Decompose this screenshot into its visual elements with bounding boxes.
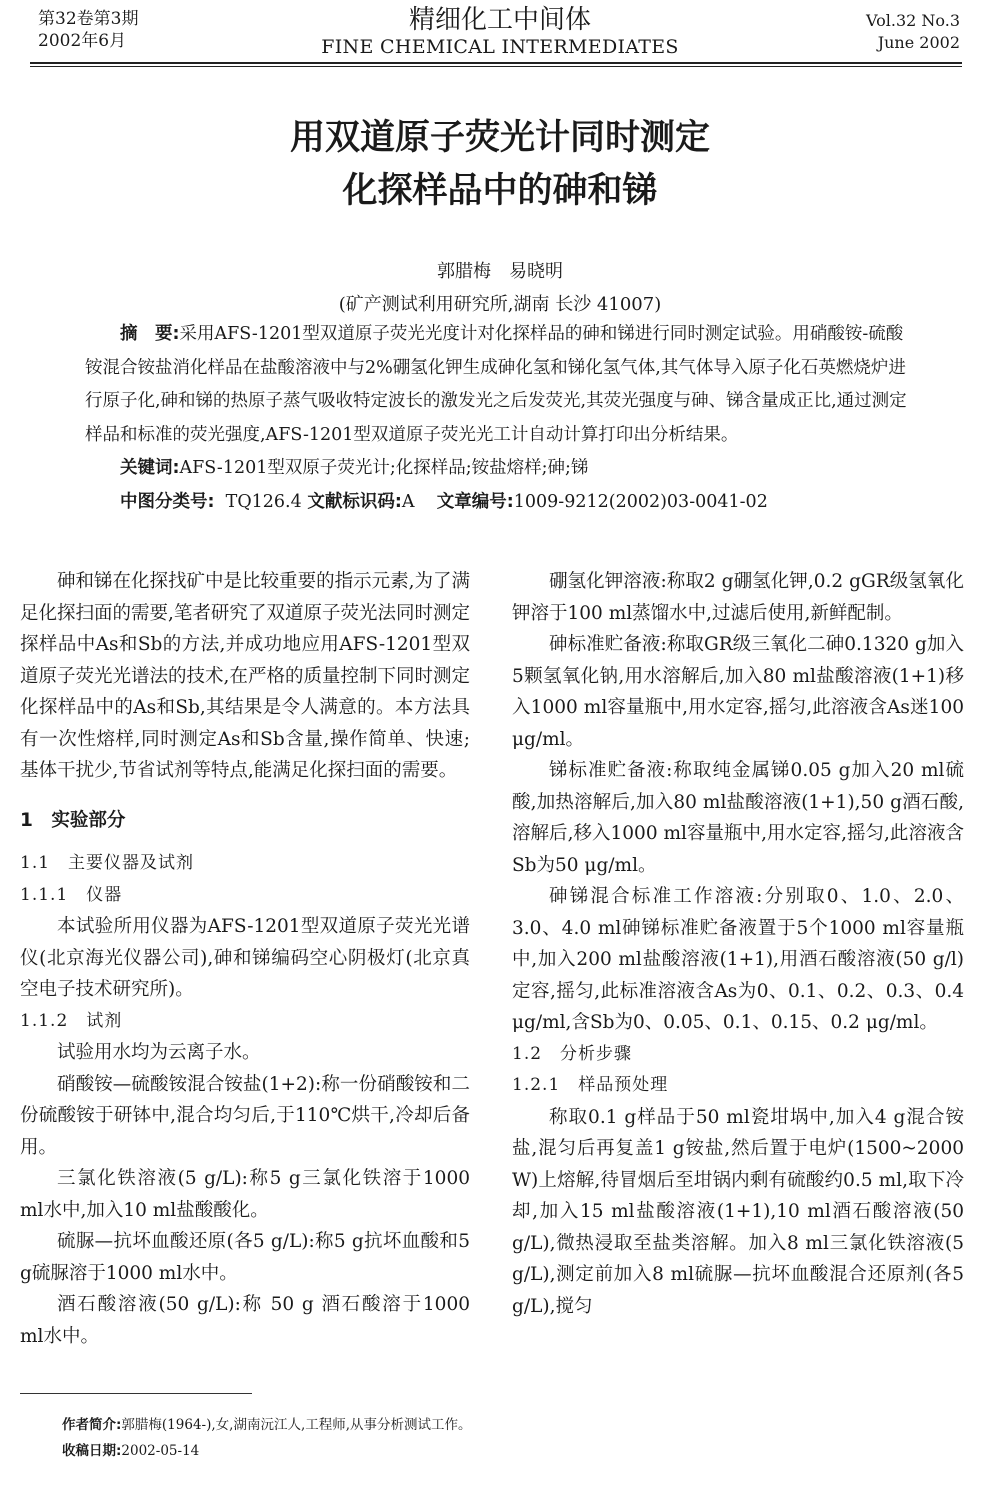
clc-value: TQ126.4 xyxy=(225,491,302,512)
abstract-text: 采用AFS-1201型双道原子荧光光度计对化探样品的砷和锑进行同时测定试验。用硝酸铵-硫酸铵混合铵盐消化样品在盐酸溶液中与2%硼氢化钾生成砷化氢和锑化氢气体,其气体导入原子化石英燃烧炉进行原子化,砷和锑的热原子蒸气吸收特定波长的激发光之后发荧光,其荧光强度与砷、锑含量成正比,通过测定样品和标准的荧光强度,AFS-1201型双道原子荧光光工计自动计算打印出分析结果。 xyxy=(85,324,907,445)
affiliation: (矿产测试利用研究所,湖南 长沙 41007) xyxy=(338,294,662,315)
doc-code-value: A xyxy=(401,491,415,512)
journal-name-en: FINE CHEMICAL INTERMEDIATES xyxy=(321,36,679,58)
header-right xyxy=(866,10,960,54)
date-cn: 2002年6月 xyxy=(38,31,127,51)
volume-issue-cn: 第32卷第3期 xyxy=(38,9,139,29)
article-number-label: 文章编号: xyxy=(436,491,514,512)
header-rule xyxy=(30,62,962,64)
header-center xyxy=(300,4,700,58)
title-line-1: 用双道原子荧光计同时测定 xyxy=(289,118,710,158)
abstract-label: 摘 要: xyxy=(120,324,180,344)
received-value: 2002-05-14 xyxy=(121,1443,200,1459)
author-bio-text: 郭腊梅(1964-),女,湖南沅江人,工程师,从事分析测试工作。 xyxy=(121,1417,472,1433)
clc-label: 中图分类号: xyxy=(120,491,215,512)
right-column xyxy=(512,566,964,1322)
tartaric-paragraph: 酒石酸溶液(50 g/L):称 50 g 酒石酸溶于1000 ml水中。 xyxy=(20,1294,470,1347)
section-1-2-1-heading: 1.2.1 样品预处理 xyxy=(512,1075,669,1095)
keywords-text: AFS-1201型双原子荧光计;化探样品;铵盐熔样;砷;锑 xyxy=(179,458,589,478)
footnote xyxy=(62,1412,472,1464)
borohydride-paragraph: 硼氢化钾溶液:称取2 g硼氢化钾,0.2 gGR级氢氧化钾溶于100 ml蒸馏水中,过滤后使用,新鲜配制。 xyxy=(512,571,964,624)
received-label: 收稿日期: xyxy=(62,1443,122,1459)
left-column xyxy=(20,566,470,1352)
keywords-label: 关键词: xyxy=(120,458,180,478)
ammonium-paragraph: 硝酸铵—硫酸铵混合铵盐(1+2):称一份硝酸铵和二份硫酸铵于研钵中,混合均匀后,于110℃烘干,冷却后备用。 xyxy=(20,1073,470,1158)
keywords xyxy=(85,452,915,486)
article-number-value: 1009-9212(2002)03-0041-02 xyxy=(513,491,768,512)
header-left xyxy=(38,8,138,52)
volume-issue-en: Vol.32 No.3 xyxy=(866,11,960,30)
instrument-paragraph: 本试验所用仪器为AFS-1201型双道原子荧光光谱仪(北京海光仪器公司),砷和锑编码空心阴极灯(北京真空电子技术研究所)。 xyxy=(20,916,470,1000)
abstract-block xyxy=(85,318,915,519)
article-title xyxy=(0,112,1000,218)
water-paragraph: 试验用水均为云离子水。 xyxy=(57,1042,261,1063)
title-line-2: 化探样品中的砷和锑 xyxy=(342,171,658,211)
abstract xyxy=(85,318,915,452)
sb-stock-paragraph: 锑标准贮备液:称取纯金属锑0.05 g加入20 ml硫酸,加热溶解后,加入80 ml盐酸溶液(1+1),50 g酒石酸,溶解后,移入1000 ml容量瓶中,用水定容,摇匀,此溶液含Sb为50 μg/ml。 xyxy=(512,760,964,876)
header-rule-thin xyxy=(30,66,962,67)
footnote-rule xyxy=(20,1393,252,1394)
section-1-heading: 1 实验部分 xyxy=(20,809,126,831)
pretreatment-paragraph: 称取0.1 g样品于50 ml瓷坩埚中,加入4 g混合铵盐,混匀后再复盖1 g铵盐,然后置于电炉(1500~2000 W)上熔解,待冒烟后至坩锅内剩有硫酸约0.5 ml,取下冷却,加入15 ml盐酸溶液(1+1),10 ml酒石酸溶液(50 g/L),微热浸取至盐类溶解。加入8 ml三氯化铁溶液(5 g/L),测定前加入8 ml硫脲—抗坏血酸混合还原剂(各5 g/L),搅匀 xyxy=(512,1106,964,1317)
classification-line xyxy=(85,486,915,520)
received-date xyxy=(62,1438,472,1464)
mixed-standard-paragraph: 砷锑混合标准工作溶液:分别取0、1.0、2.0、3.0、4.0 ml砷锑标准贮备液置于5个1000 ml容量瓶中,加入200 ml盐酸溶液(1+1),用酒石酸溶液(50 g/l)定容,摇匀,此标准溶液含As为0、0.1、0.2、0.3、0.4 μg/ml,含Sb为0、0.05、0.1、0.15、0.2 μg/ml。 xyxy=(512,886,964,1033)
author-bio xyxy=(62,1412,472,1438)
thiourea-paragraph: 硫脲—抗坏血酸还原(各5 g/L):称5 g抗坏血酸和5 g硫脲溶于1000 ml水中。 xyxy=(20,1231,470,1284)
intro-paragraph: 砷和锑在化探找矿中是比较重要的指示元素,为了满足化探扫面的需要,笔者研究了双道原子荧光法同时测定探样品中As和Sb的方法,并成功地应用AFS-1201型双道原子荧光光谱法的技术,在严格的质量控制下同时测定化探样品中的As和Sb,其结果是令人满意的。本方法具有一次性熔样,同时测定As和Sb含量,操作简单、快速;基体干扰少,节省试剂等特点,能满足化探扫面的需要。 xyxy=(20,571,470,781)
section-1-1-2-heading: 1.1.2 试剂 xyxy=(20,1010,123,1031)
date-en: June 2002 xyxy=(877,33,960,52)
section-1-2-heading: 1.2 分析步骤 xyxy=(512,1043,633,1064)
doc-code-label: 文献标识码: xyxy=(307,491,402,512)
ferric-chloride-paragraph: 三氯化铁溶液(5 g/L):称5 g三氯化铁溶于1000 ml水中,加入10 ml盐酸酸化。 xyxy=(20,1168,470,1221)
as-stock-paragraph: 砷标准贮备液:称取GR级三氧化二砷0.1320 g加入5颗氢氧化钠,用水溶解后,加入80 ml盐酸溶液(1+1)移入1000 ml容量瓶中,用水定容,摇匀,此溶液含As迷100 μg/ml。 xyxy=(512,634,964,750)
authors: 郭腊梅 易晓明 xyxy=(437,261,563,282)
section-1-1-heading: 1.1 主要仪器及试剂 xyxy=(20,853,195,873)
author-bio-label: 作者简介: xyxy=(62,1417,122,1433)
journal-name-cn: 精细化工中间体 xyxy=(408,5,591,35)
section-1-1-1-heading: 1.1.1 仪器 xyxy=(20,884,123,905)
